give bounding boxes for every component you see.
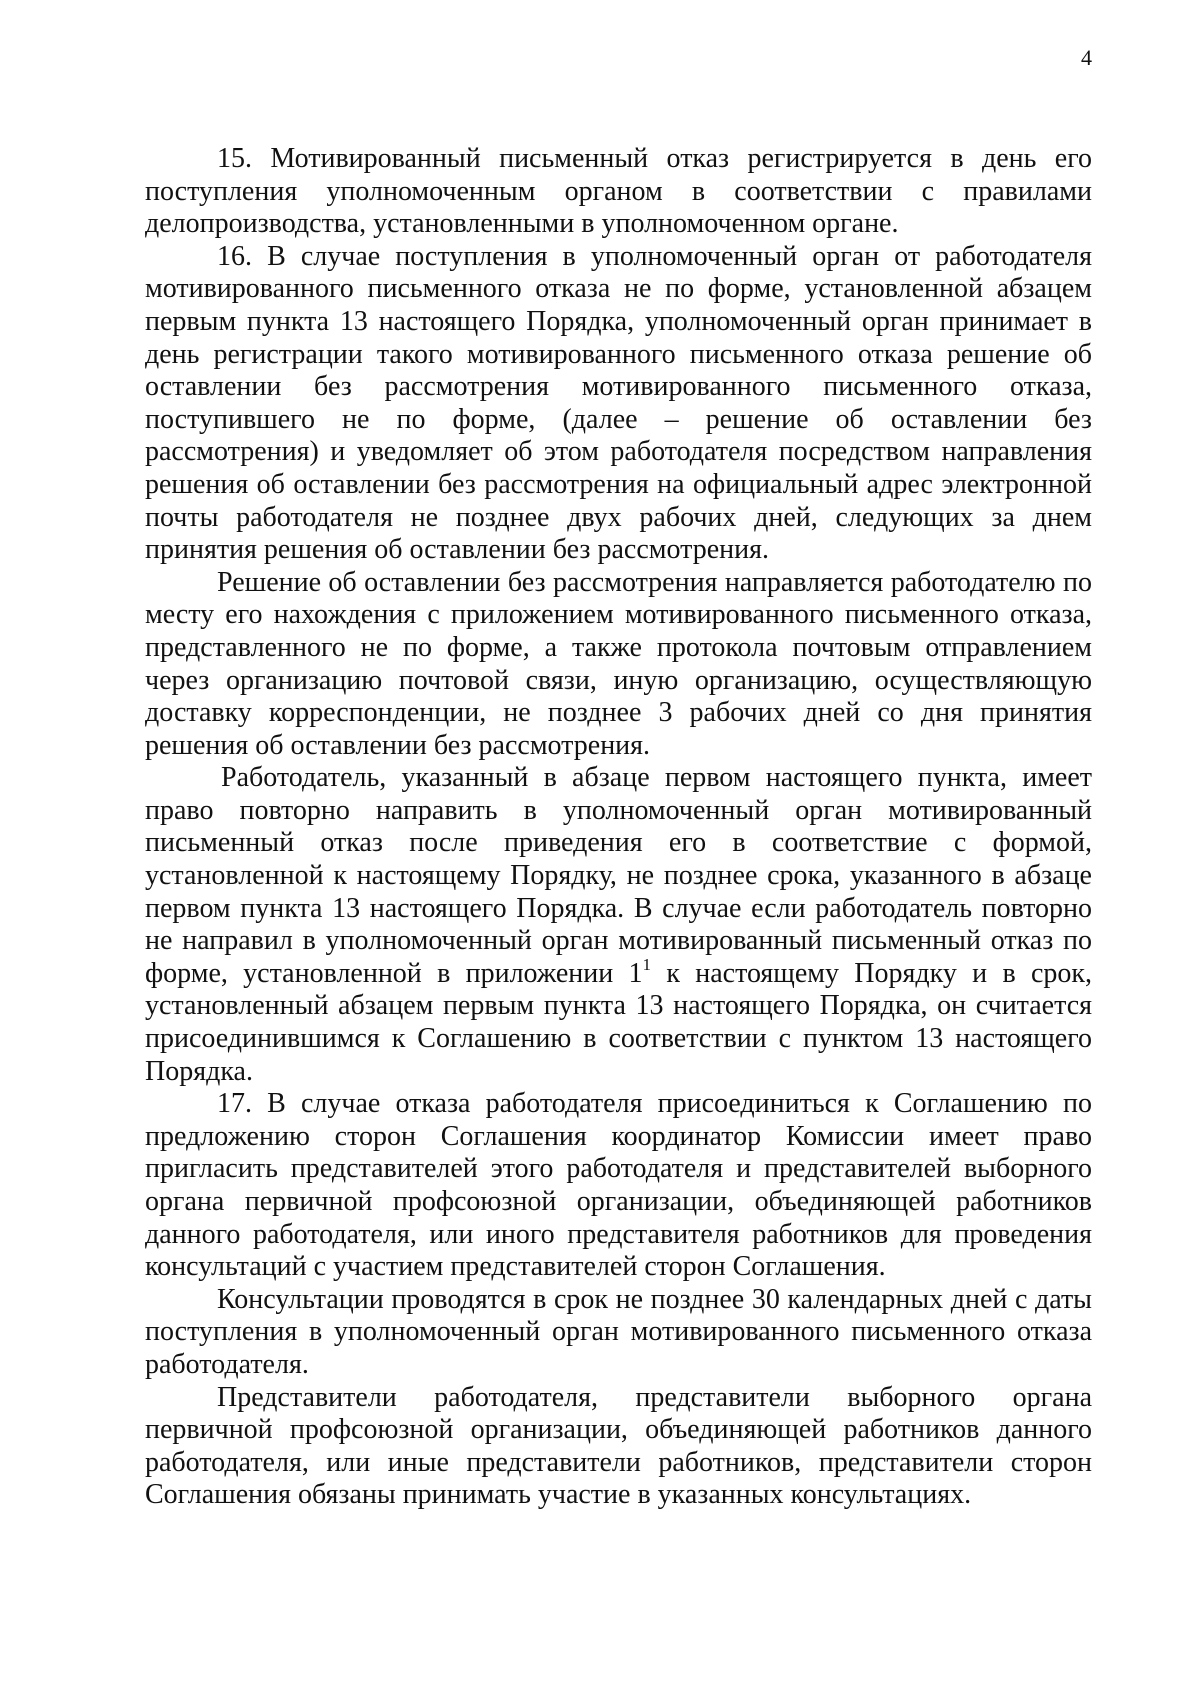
paragraph-16-resubmission-text-2: к настоящему Порядку и в срок, установленный абзацем первым пункта 13 настоящего Порядка, он считается присоединившимся к Соглашению в соответствии с пунктом 13 настоящего Порядка. — [145, 957, 1093, 1087]
paragraph-16-resubmission-text-1: Работодатель, указанный в абзаце первом настоящего пункта, имеет право повторно направить в уполномоченный орган мотивированный письменный отказ после приведения его в соответствие с формой, установленной к настоящему Порядку, не позднее срока, указанного в абзаце первом пункта 13 настоящего Порядка. В случае если работодатель повторно не направил в уполномоченный орган мотивированный письменный отказ по форме, установленной в приложении 1 — [145, 762, 1092, 989]
paragraph-16-resubmission — [145, 762, 1092, 1088]
paragraph-17-participants: Представители работодателя, представители выборного органа первичной профсоюзной организации, объединяющей работников данного работодателя, или иные представители работников, представители сторон Соглашения обязаны принимать участие в указанных консультациях. — [145, 1381, 1092, 1511]
document-body — [145, 143, 1092, 1512]
paragraph-15: 15. Мотивированный письменный отказ регистрируется в день его поступления уполномоченным органом в соответствии с правилами делопроизводства, установленными в уполномоченном органе. — [145, 143, 1092, 240]
paragraph-16-mailing: Решение об оставлении без рассмотрения направляется работодателю по месту его нахождения с приложением мотивированного письменного отказа, представленного не по форме, а также протокола почтовым отправлением через организацию почтовой связи, иную организацию, осуществляющую доставку корреспонденции, не позднее 3 рабочих дней со дня принятия решения об оставлении без рассмотрения. — [145, 566, 1092, 761]
appendix-superscript: 1 — [642, 954, 652, 974]
page-number: 4 — [1081, 45, 1092, 70]
paragraph-17: 17. В случае отказа работодателя присоединиться к Соглашению по предложению сторон Соглашения координатор Комиссии имеет право пригласить представителей этого работодателя и представителей выборного органа первичной профсоюзной организации, объединяющей работников данного работодателя, или иного представителя работников для проведения консультаций с участием представителей сторон Соглашения. — [145, 1088, 1092, 1283]
paragraph-16: 16. В случае поступления в уполномоченный орган от работодателя мотивированного письменного отказа не по форме, установленной абзацем первым пункта 13 настоящего Порядка, уполномоченный орган принимает в день регистрации такого мотивированного письменного отказа решение об оставлении без рассмотрения мотивированного письменного отказа, поступившего не по форме, (далее – решение об оставлении без рассмотрения) и уведомляет об этом работодателя посредством направления решения об оставлении без рассмотрения на официальный адрес электронной почты работодателя не позднее двух рабочих дней, следующих за днем принятия решения об оставлении без рассмотрения. — [145, 240, 1092, 566]
paragraph-17-consultations-term: Консультации проводятся в срок не позднее 30 календарных дней с даты поступления в уполномоченный орган мотивированного письменного отказа работодателя. — [145, 1283, 1092, 1380]
